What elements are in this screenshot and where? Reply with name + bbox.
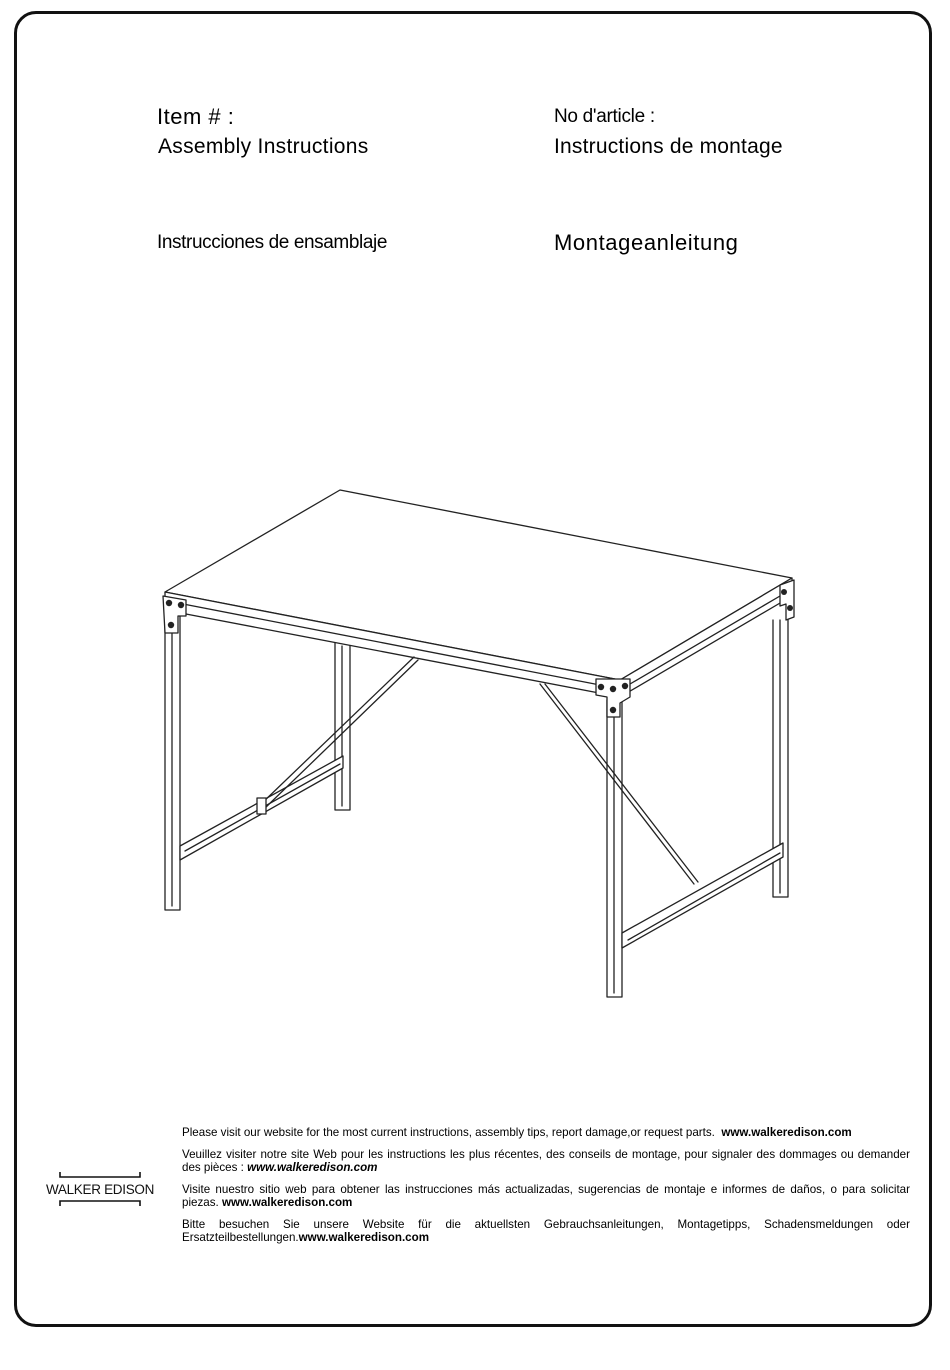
spanish-title: Instrucciones de ensamblaje [157,232,388,253]
english-website-link[interactable]: www.walkeredison.com [721,1126,852,1139]
spanish-notice: Visite nuestro sitio web para obtener las instrucciones más actualizadas, sugerencias de montaje e informes de daños, o para solicitar piezas. www.walkeredison.com [182,1183,910,1209]
german-title: Montageanleitung [554,230,739,255]
spanish-website-link[interactable]: www.walkeredison.com [221,1196,353,1209]
front-left-leg [165,615,180,910]
german-notice: Bitte besuchen Sie unsere Website für die aktuellsten Gebrauchsanleitungen, Montagetipps, Schadensmeldungen oder Ersatzteilbestellungen.www.walkeredison.com [182,1218,910,1244]
right-stretcher [622,843,783,948]
english-title: Assembly Instructions [158,135,369,158]
english-notice: Please visit our website for the most current instructions, assembly tips, report damage,or request parts. www.walkeredison.com [182,1126,852,1139]
front-right-leg [607,700,622,997]
desk-illustration [150,480,810,1010]
walker-edison-logo [40,1170,160,1208]
french-title: Instructions de montage [554,135,783,158]
french-notice: Veuillez visiter notre site Web pour les instructions les plus récentes, des conseils de montage, pour signaler des dommages ou demander des pièces : www.walkeredison.com [182,1148,910,1174]
logo-bracket-icon [40,1170,160,1208]
french-item-number-label: No d'article : [554,106,655,127]
french-website-link[interactable]: www.walkeredison.com [247,1161,378,1174]
logo-text: WALKER EDISON [45,1182,155,1197]
item-number-label: Item # : [157,104,235,129]
website-notice [182,1126,910,1253]
german-website-link[interactable]: www.walkeredison.com [298,1231,430,1244]
back-right-corner-bracket [780,580,794,620]
